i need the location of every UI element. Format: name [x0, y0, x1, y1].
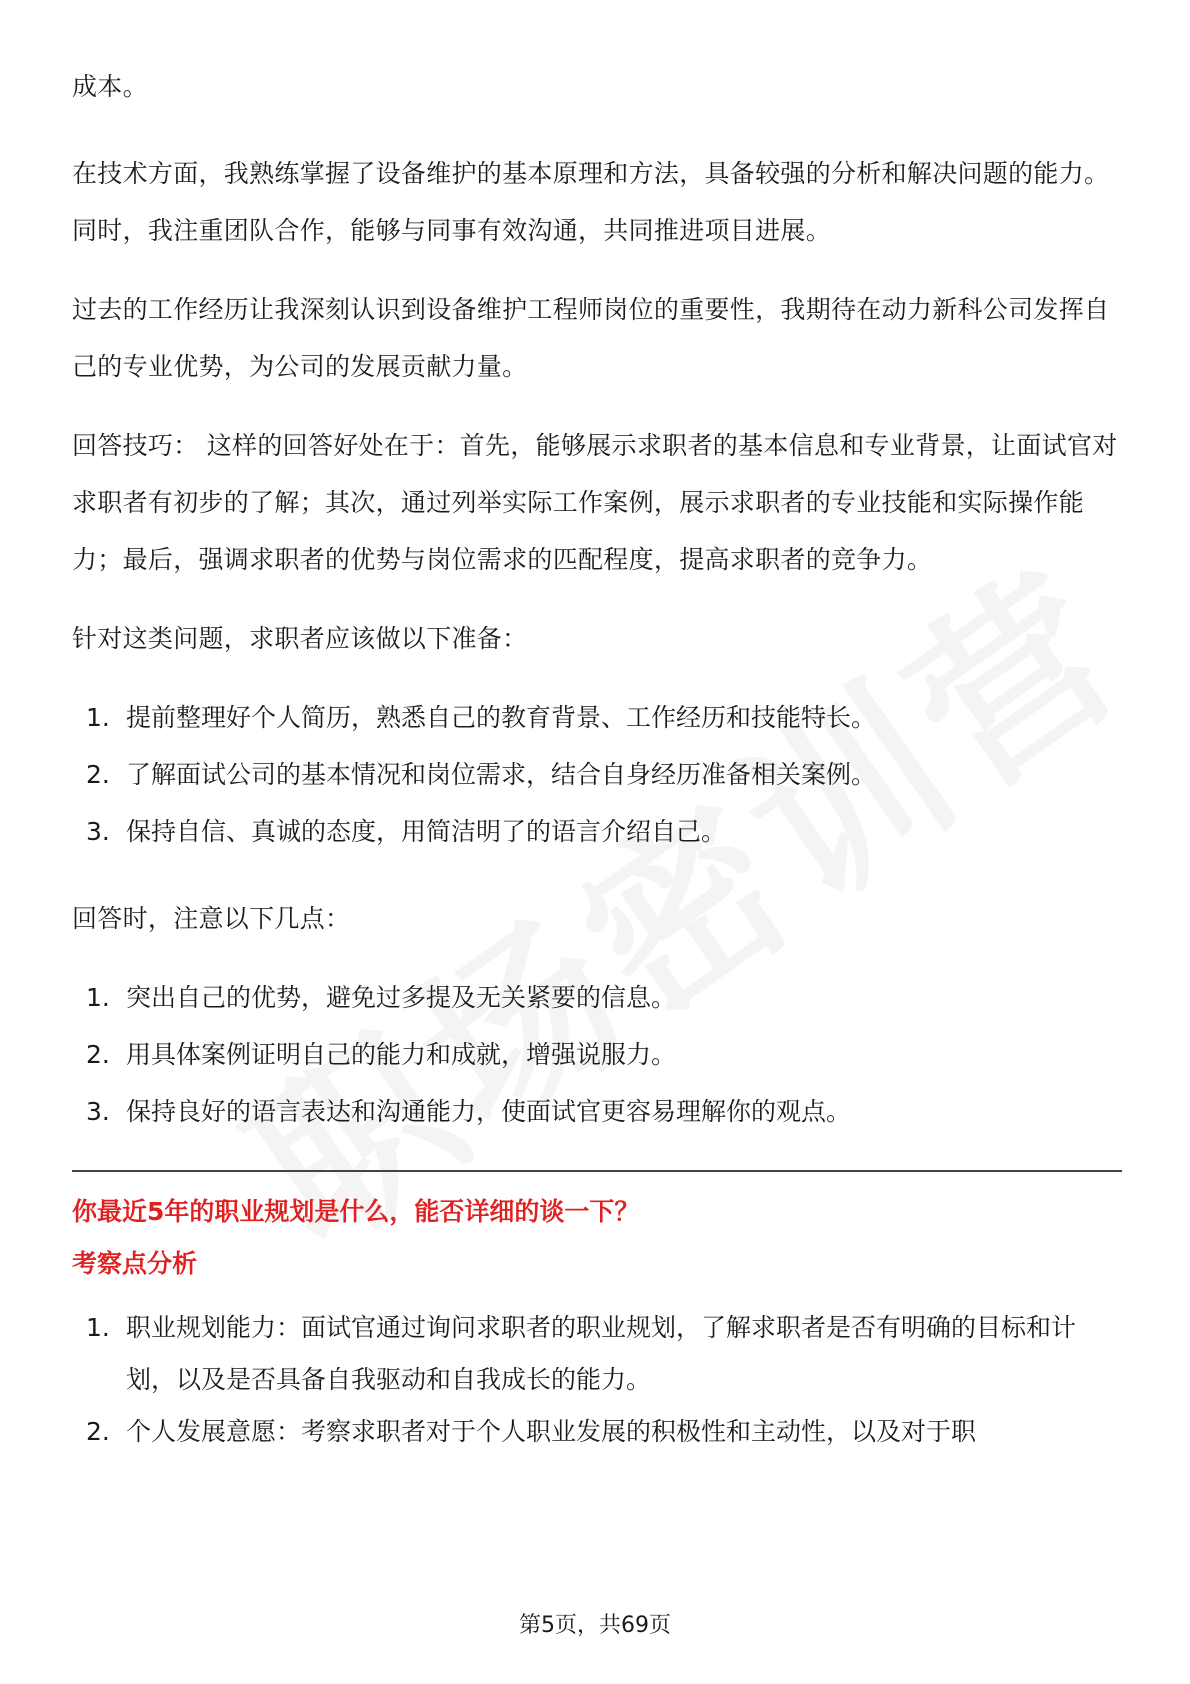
- paragraph-cost: 成本。: [72, 72, 148, 101]
- paragraph-notes-intro: 回答时，注意以下几点：: [72, 904, 351, 933]
- list-item: 2. 个人发展意愿：考察求职者对于个人职业发展的积极性和主动性，以及对于职: [86, 1417, 977, 1446]
- page-footer: 第5页，共69页: [519, 1613, 671, 1638]
- paragraph-tech: 在技术方面，我熟练掌握了设备维护的基本原理和方法，具备较强的分析和解决问题的能力。同时，我注重团队合作，能够与同事有效沟通，共同推进项目进展。: [72, 159, 1110, 245]
- document-body: [72, 58, 1122, 1488]
- paragraph-experience: 过去的工作经历让我深刻认识到设备维护工程师岗位的重要性，我期待在动力新科公司发挥自己的专业优势，为公司的发展贡献力量。: [72, 295, 1110, 381]
- list-item: 1. 职业规划能力：面试官通过询问求职者的职业规划，了解求职者是否有明确的目标和计划，以及是否具备自我驱动和自我成长的能力。: [86, 1313, 1077, 1394]
- prep-list: [72, 689, 1122, 860]
- paragraph-prep-intro: 针对这类问题，求职者应该做以下准备：: [72, 624, 528, 653]
- list-item: 3. 保持自信、真诚的态度，用简洁明了的语言介绍自己。: [86, 817, 727, 846]
- question-subtitle: 考察点分析: [72, 1249, 198, 1278]
- section-divider: [72, 1170, 1122, 1172]
- question-title: 你最近5年的职业规划是什么，能否详细的谈一下？: [72, 1197, 640, 1226]
- list-item: 2. 用具体案例证明自己的能力和成就，增强说服力。: [86, 1040, 677, 1069]
- list-item: 1. 提前整理好个人简历，熟悉自己的教育背景、工作经历和技能特长。: [86, 703, 877, 732]
- list-item: 1. 突出自己的优势，避免过多提及无关紧要的信息。: [86, 983, 677, 1012]
- list-item: 2. 了解面试公司的基本情况和岗位需求，结合自身经历准备相关案例。: [86, 760, 877, 789]
- paragraph-tips: 回答技巧： 这样的回答好处在于：首先，能够展示求职者的基本信息和专业背景，让面试官对求职者有初步的了解；其次，通过列举实际工作案例，展示求职者的专业技能和实际操作能力；最后，强调求职者的优势与岗位需求的匹配程度，提高求职者的竞争力。: [72, 431, 1118, 574]
- analysis-list: [72, 1302, 1122, 1458]
- notes-list: [72, 969, 1122, 1140]
- list-item: 3. 保持良好的语言表达和沟通能力，使面试官更容易理解你的观点。: [86, 1097, 852, 1126]
